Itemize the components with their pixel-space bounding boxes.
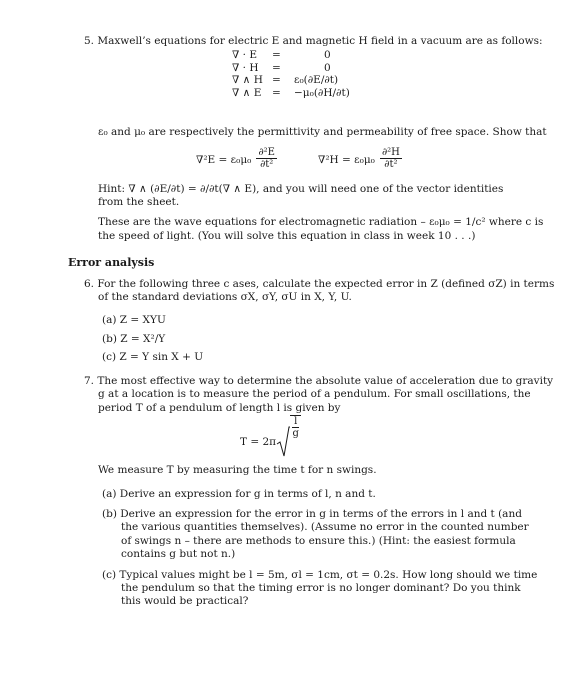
q7-part-c-line1: (c) Typical values might be l = 5m, σl = 1cm, σt = 0.2s. How long should we time — [102, 569, 538, 581]
q5-show-that: ε₀ and μ₀ are respectively the permittivity and permeability of free space. Show that — [98, 126, 547, 138]
q7-part-c-line2: the pendulum so that the timing error is no longer dominant? Do you think — [121, 582, 521, 594]
equation-row — [232, 62, 424, 75]
equation-lhs: ∇ ∧ E — [232, 86, 262, 99]
equation-sign: = — [272, 86, 281, 99]
equation-sign: = — [272, 61, 281, 74]
equation-lhs: ∇ · E — [232, 49, 258, 61]
wave-equation-E-lhs: ∇²E = ε₀μ₀ — [196, 154, 252, 166]
fraction-denominator: g — [292, 428, 299, 439]
q5-wave-line2: the speed of light. (You will solve this equation in class in week 10 . . .) — [98, 230, 476, 242]
equation-row — [232, 74, 424, 87]
wave-equation-E-fraction — [256, 147, 276, 170]
q7-part-b-line3: of swings n – there are methods to ensure this.) (Hint: the easiest formula — [121, 535, 516, 547]
q7-part-b-line1: (b) Derive an expression for the error in g in terms of the errors in l and t (and — [102, 508, 522, 520]
pendulum-formula-body — [240, 416, 301, 458]
fraction-denominator: ∂t² — [260, 159, 274, 170]
q6-item-b: (b) Z = X²/Y — [102, 333, 166, 345]
equation-lhs: ∇ · H — [232, 61, 259, 74]
q7-measure: We measure T by measuring the time t for n swings. — [98, 464, 377, 476]
fraction-denominator: ∂t² — [384, 159, 398, 170]
q6-line1: 6. For the following three c ases, calculate the expected error in Z (defined σZ) in terms — [84, 278, 555, 290]
q6-line2: of the standard deviations σX, σY, σU in X, Y, U. — [98, 291, 352, 303]
q5-intro: 5. Maxwell’s equations for electric E and magnetic H field in a vacuum are as follows: — [84, 35, 543, 47]
q7-line1: 7. The most effective way to determine the absolute value of acceleration due to gravity — [84, 375, 554, 387]
fraction-numerator: ∂²E — [258, 147, 275, 158]
pendulum-formula-lhs: T = 2π — [240, 436, 277, 448]
equation-lhs: ∇ ∧ H — [232, 74, 263, 86]
wave-equation-H — [318, 147, 402, 170]
section-title: Error analysis — [68, 256, 155, 269]
equation-rhs: 0 — [324, 61, 331, 74]
q7-part-c-line3: this would be practical? — [121, 595, 249, 607]
equation-rhs: ε₀(∂E/∂t) — [294, 74, 339, 86]
equation-sign: = — [272, 74, 281, 86]
square-root-icon — [276, 426, 290, 458]
pendulum-fraction — [292, 416, 299, 439]
q5-wave-line1: These are the wave equations for electromagnetic radiation – ε₀μ₀ = 1/c² where c is — [98, 216, 544, 228]
q7-line3: period T of a pendulum of length l is given by — [98, 402, 341, 414]
q7-part-b-line4: contains g but not n.) — [121, 548, 236, 560]
q7-part-b-line2: the various quantities themselves). (Assume no error in the counted number — [121, 521, 529, 533]
wave-equation-H-lhs: ∇²H = ε₀μ₀ — [318, 154, 375, 166]
maxwell-equations — [232, 49, 424, 99]
equation-sign: = — [272, 49, 281, 61]
wave-equation-E — [196, 147, 277, 170]
fraction-numerator: ∂²H — [381, 147, 400, 158]
equation-row — [232, 87, 424, 100]
pendulum-formula — [240, 416, 301, 458]
q7-line2: g at a location is to measure the period of a pendulum. For small oscillations, the — [98, 388, 531, 400]
q6-item-a: (a) Z = XYU — [102, 314, 166, 326]
equation-rhs: 0 — [324, 49, 331, 61]
wave-equation-H-fraction — [380, 147, 402, 170]
equation-row — [232, 49, 424, 62]
q5-hint-line1: Hint: ∇ ∧ (∂E/∂t) = ∂/∂t(∇ ∧ E), and you will need one of the vector identities — [98, 183, 504, 195]
q5-hint-line2: from the sheet. — [98, 196, 180, 208]
fraction-numerator: l — [294, 416, 298, 427]
square-root-content — [290, 415, 301, 439]
q7-part-a: (a) Derive an expression for g in terms of l, n and t. — [102, 488, 376, 500]
q6-item-c: (c) Z = Y sin X + U — [102, 351, 204, 363]
equation-rhs: −μ₀(∂H/∂t) — [294, 86, 350, 99]
